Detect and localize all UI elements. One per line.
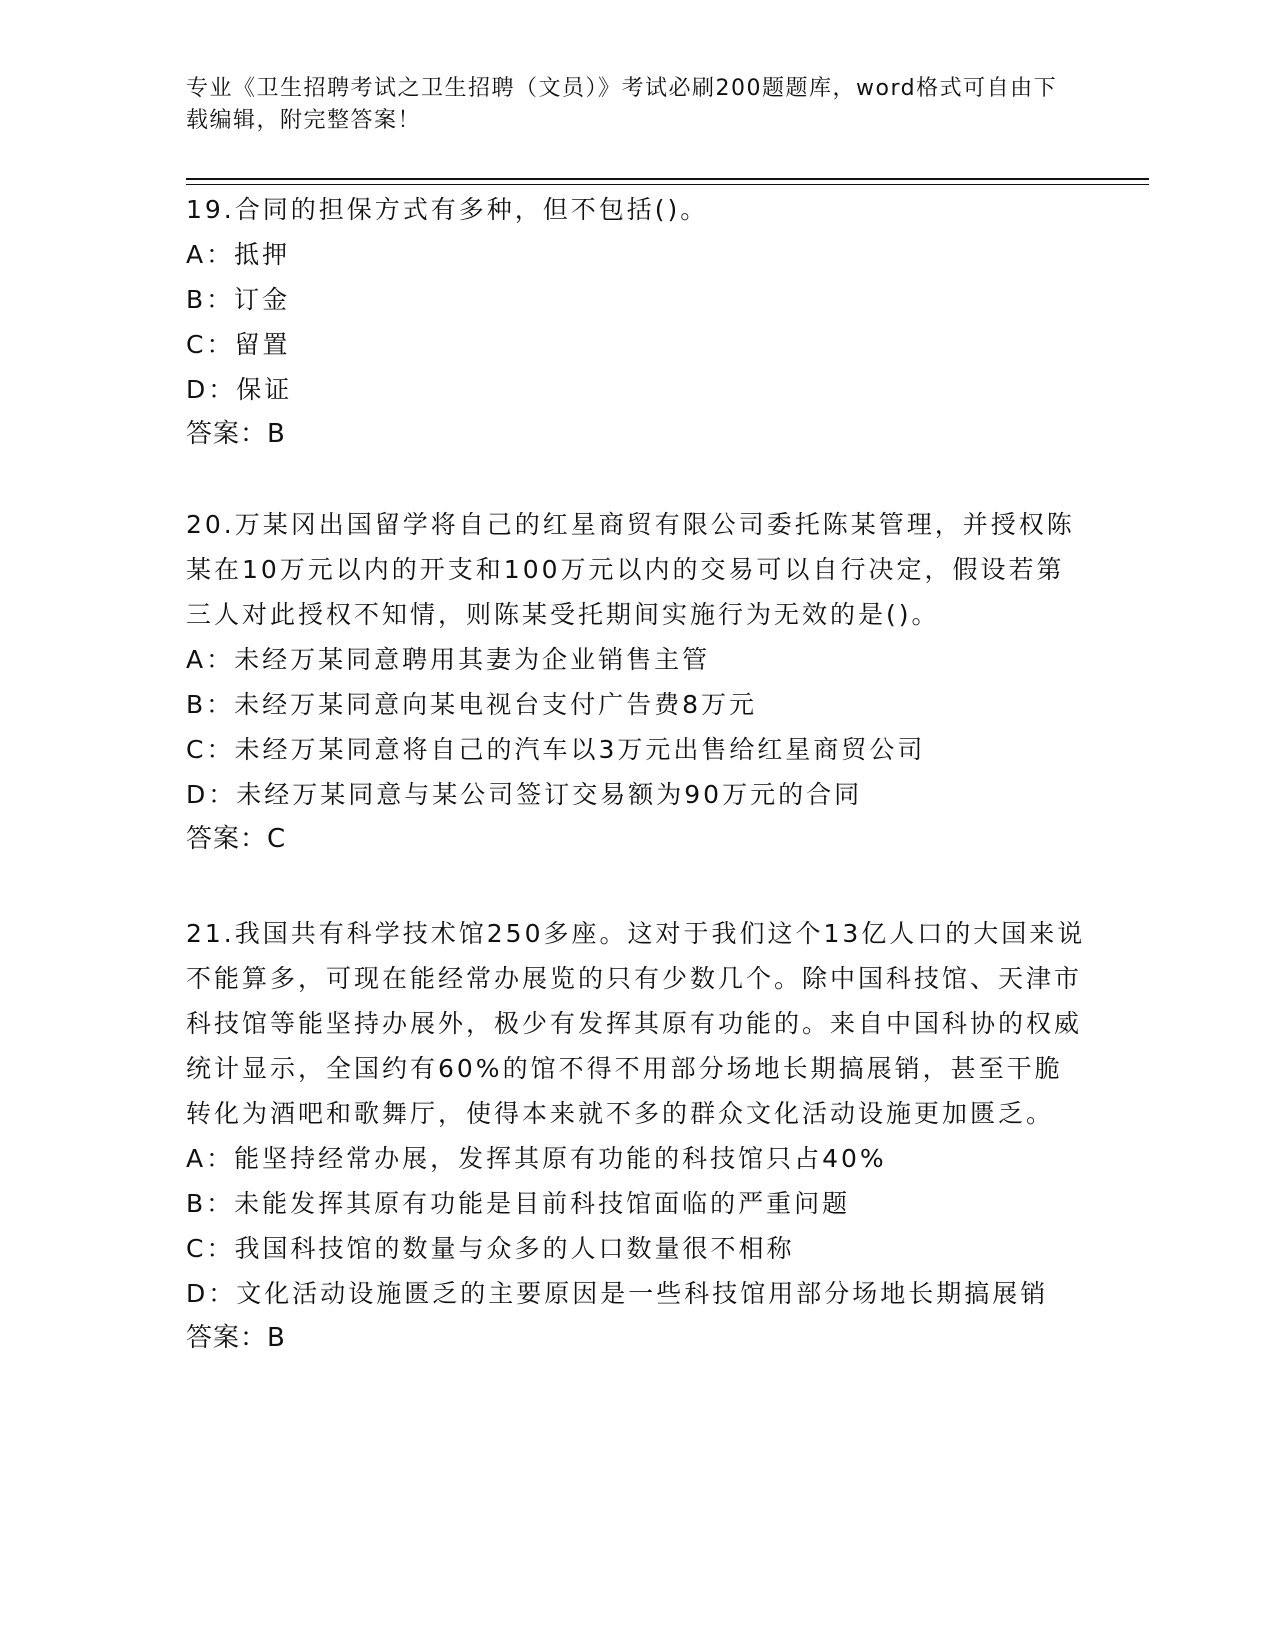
option-d: D：保证 [186, 375, 293, 404]
answer: 答案：B [186, 1323, 286, 1353]
option-b: B：未经万某同意向某电视台支付广告费8万元 [186, 690, 758, 719]
option-c: C：留置 [186, 330, 291, 359]
question-20 [186, 502, 1086, 862]
option-b: B：未能发挥其原有功能是目前科技馆面临的严重问题 [186, 1189, 851, 1218]
answer: 答案：C [186, 824, 287, 854]
answer: 答案：B [186, 419, 286, 449]
question-stem: 21.我国共有科学技术馆250多座。这对于我们这个13亿人口的大国来说不能算多，可现在能经常办展览的只有少数几个。除中国科技馆、天津市科技馆等能坚持办展外，极少有发挥其原有功能的。来自中国科协的权威统计显示，全国约有60%的馆不得不用部分场地长期搞展销，甚至干脆转化为酒吧和歌舞厅，使得本来就不多的群众文化活动设施更加匮乏。 [186, 919, 1086, 1128]
document-header: 专业《卫生招聘考试之卫生招聘（文员）》考试必刷200题题库，word格式可自由下载编辑，附完整答案！ [186, 76, 1058, 133]
header-divider-thin [186, 184, 1149, 185]
option-c: C：我国科技馆的数量与众多的人口数量很不相称 [186, 1234, 795, 1263]
option-b: B：订金 [186, 285, 291, 314]
question-19 [186, 187, 1086, 457]
option-d: D：文化活动设施匮乏的主要原因是一些科技馆用部分场地长期搞展销 [186, 1279, 1049, 1308]
option-a: A：未经万某同意聘用其妻为企业销售主管 [186, 645, 711, 674]
question-stem: 19.合同的担保方式有多种，但不包括()。 [186, 195, 709, 224]
option-d: D：未经万某同意与某公司签订交易额为90万元的合同 [186, 780, 863, 809]
option-a: A：抵押 [186, 240, 291, 269]
question-21 [186, 911, 1086, 1361]
question-stem: 20.万某冈出国留学将自己的红星商贸有限公司委托陈某管理，并授权陈某在10万元以内的开支和100万元以内的交易可以自行决定，假设若第三人对此授权不知情，则陈某受托期间实施行为无效的是()。 [186, 510, 1075, 629]
header-divider-thick [186, 178, 1149, 180]
option-c: C：未经万某同意将自己的汽车以3万元出售给红星商贸公司 [186, 735, 926, 764]
option-a: A：能坚持经常办展，发挥其原有功能的科技馆只占40% [186, 1144, 887, 1173]
